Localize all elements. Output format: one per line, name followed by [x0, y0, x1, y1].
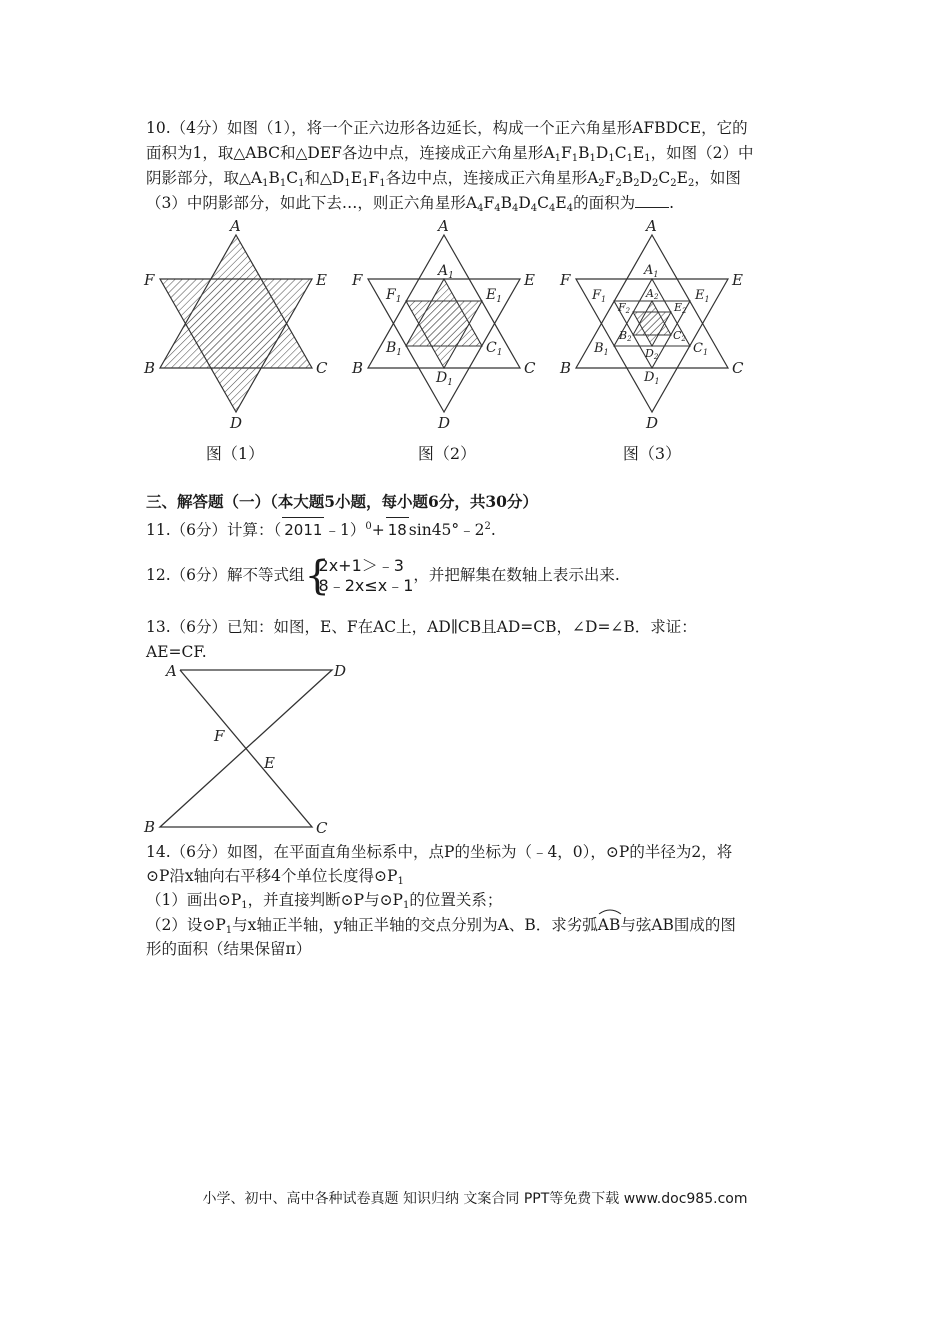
section-3-heading: 三、解答题（一）（本大题5小题，每小题6分，共30分） [146, 492, 538, 511]
fig3-label-f2: F2 [618, 301, 631, 315]
fig2-label-d: D [438, 414, 451, 432]
fig3-label-b1: $B_1$ [594, 341, 609, 357]
fig2-label-b1: $B_1$ [386, 340, 403, 358]
fig3-label-c2: C2 [673, 329, 686, 343]
fig1-label-e: E [316, 271, 327, 289]
answer-blank [635, 193, 669, 208]
sqrt-2011: 2011 [282, 517, 324, 542]
fig2-label-a1: $A_1$ [438, 263, 454, 281]
fig3-label-e: E [732, 271, 743, 289]
fig2-label-b: B [352, 359, 364, 377]
figure-3 [559, 217, 744, 432]
fig2-label-f1: $F_1$ [386, 287, 402, 305]
q13-label-e: E [264, 754, 275, 772]
fig3-label-d1: $D_1$ [644, 370, 660, 386]
fig3-label-b2: B2 [619, 329, 632, 343]
fig2-label-c1: $C_1$ [486, 340, 503, 358]
fig2-label-e: E [524, 271, 535, 289]
q13-figure [140, 660, 360, 838]
fig2-label-e1: $E_1$ [486, 287, 502, 305]
q13-label-d: D [334, 662, 347, 680]
q13-label-c: C [316, 819, 328, 837]
fig3-label-d2: D2 [645, 347, 659, 361]
fig1-label-c: C [316, 359, 328, 377]
page-footer: 小学、初中、高中各种试卷真题 知识归纳 文案合同 PPT等免费下载 www.doc985.com [202, 1191, 748, 1207]
q13-label-a: A [166, 662, 177, 680]
q13-figure-lines [160, 670, 332, 827]
fig3-label-e1: $E_1$ [695, 288, 710, 304]
figure-2 [351, 217, 536, 432]
fig3-label-a1: $A_1$ [644, 263, 659, 279]
q14-line4: （2）设$⊙P_1$与x轴正半轴，y轴正半轴的交点分别为A、B．求劣弧 AB与弦AB围成的图 [146, 913, 736, 943]
q14-line5: 形的面积（结果保留π） [146, 940, 312, 958]
q11-line: 11.（6分）计算：（ 2011 ﹣1）$^0$+ 18 $\sin 45^\circ﹣2^2$. [146, 515, 496, 542]
figure-1 [143, 217, 328, 432]
fig1-label-b: B [144, 359, 156, 377]
q12-line: 12.（6分）解不等式组 { 2x+1＞﹣3 8﹣2x≤x﹣1 ，并把解集在数轴上表示出来. [146, 553, 620, 599]
fig1-label-d: D [230, 414, 243, 432]
q14-line1: 14.（6分）如图，在平面直角坐标系中，点P的坐标为（﹣4，0），⊙P的半径为2，将 [146, 843, 733, 861]
q13-label-f: F [214, 727, 225, 745]
sqrt-18: 18 [386, 517, 409, 542]
fig3-label-b: B [560, 359, 572, 377]
arc-ab: AB [598, 913, 621, 937]
q13-line2: AE=CF. [146, 643, 207, 661]
q14-line2: ⊙P沿x轴向右平移4个单位长度得$⊙P_1$ [146, 867, 404, 887]
fig3-label-e2: E2 [674, 301, 687, 315]
inequality-1: 2x+1＞﹣3 [318, 556, 404, 575]
q13-line1: 13.（6分）已知：如图，E、F在AC上，AD∥CB且AD=CB，∠D=∠B．求证： [146, 618, 697, 636]
fig3-label-f1: $F_1$ [592, 288, 607, 304]
q10-figures [140, 215, 760, 435]
q10-line1: 10.（4分）如图（1），将一个正六边形各边延长，构成一个正六角星形AFBDCE，它的 [146, 119, 748, 137]
fig3-label-c: C [732, 359, 744, 377]
fig3-label-a: A [646, 217, 657, 235]
fig2-label-c: C [524, 359, 536, 377]
caption-fig3: 图（3） [622, 444, 682, 463]
inequality-2: 8﹣2x≤x﹣1 [318, 576, 414, 595]
q14-line3: （1）画出$⊙P_1$，并直接判断⊙P与$⊙P_1$的位置关系； [146, 891, 503, 911]
fig3-label-a2: A2 [646, 287, 659, 301]
fig3-label-f: F [560, 271, 571, 289]
inequality-system: { 2x+1＞﹣3 8﹣2x≤x﹣1 [304, 553, 414, 599]
q13-label-b: B [144, 818, 156, 836]
caption-fig1: 图（1） [205, 444, 265, 463]
q10-line4: （3）中阴影部分，如此下去…，则正六角星形$A_4F_4B_4D_4C_4E_4$的面积为 . [146, 194, 675, 214]
fig2-label-d1: $D_1$ [436, 370, 453, 388]
q10-line3: 阴影部分，取$\triangle A_1B_1C_1$和$\triangle D_1E_1F_1$各边中点，连接成正六角星形$A_2F_2B_2D_2C_2E_2$，如图 [146, 169, 741, 189]
fig2-label-f: F [352, 271, 363, 289]
q10-line2: 面积为1，取△ABC和△DEF各边中点，连接成正六角星形$A_1F_1B_1D_1C_1E_1$，如图（2）中 [146, 144, 754, 164]
fig1-label-f: F [144, 271, 155, 289]
fig1-label-a: A [230, 217, 241, 235]
fig2-label-a: A [438, 217, 449, 235]
fig3-label-c1: $C_1$ [693, 341, 709, 357]
caption-fig2: 图（2） [417, 444, 477, 463]
fig3-label-d: D [646, 414, 659, 432]
